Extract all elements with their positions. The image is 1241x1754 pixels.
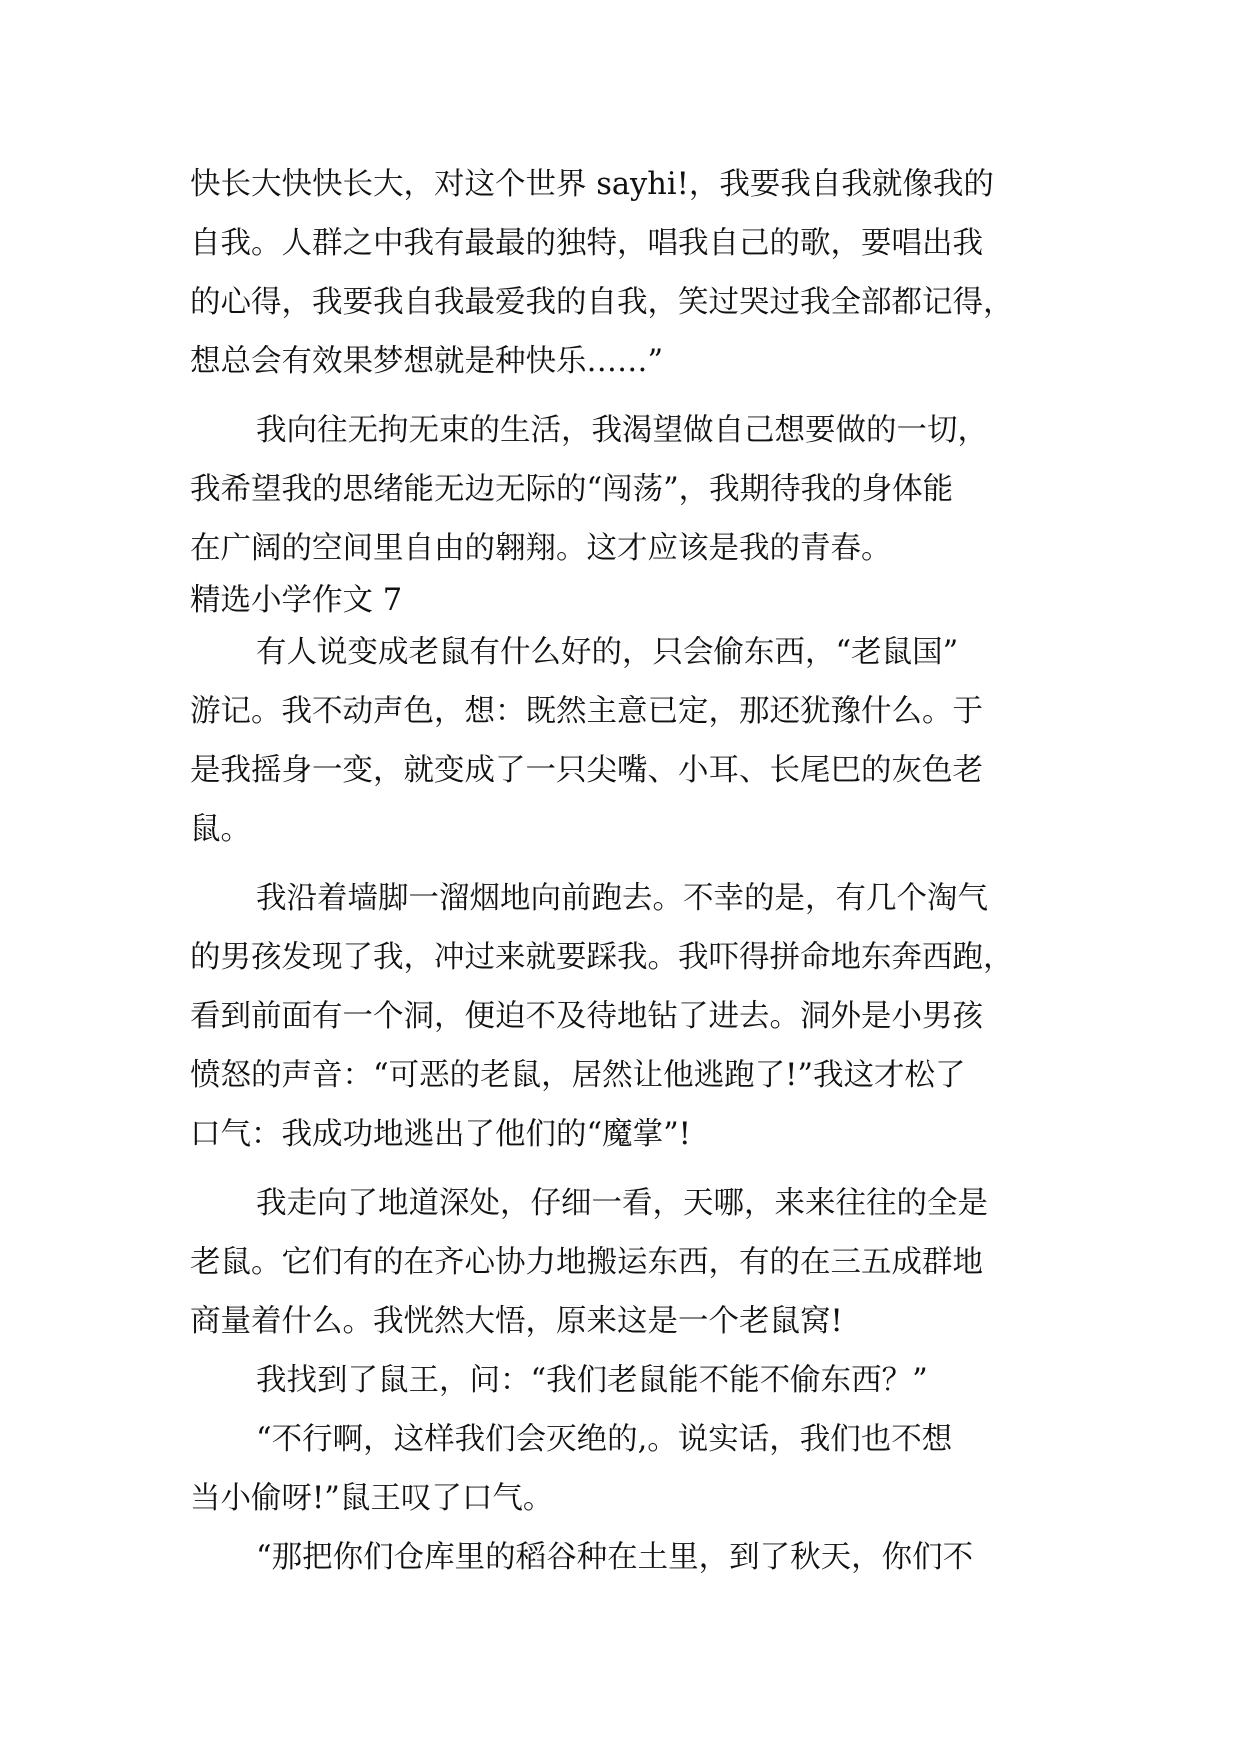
text-line: 快长大快快长大，对这个世界 sayhi!，我要我自我就像我的	[190, 167, 994, 202]
text-line: 当小偷呀!”鼠王叹了口气。	[190, 1481, 554, 1516]
text-line: “那把你们仓库里的稻谷种在土里，到了秋天，你们不	[256, 1540, 974, 1575]
paragraph-gap	[190, 859, 1050, 869]
paragraph	[190, 1528, 1050, 1587]
text-line: 我希望我的思绪能无边无际的“闯荡”，我期待我的身体能	[190, 472, 954, 507]
paragraph-gap	[190, 1164, 1050, 1174]
paragraph	[190, 401, 1050, 578]
text-line: “不行啊，这样我们会灭绝的,。说实话，我们也不想	[256, 1422, 953, 1457]
text-line: 游记。我不动声色，想：既然主意已定，那还犹豫什么。于	[190, 694, 983, 729]
text-line: 我走向了地道深处，仔细一看，天哪，来来往往的全是	[256, 1186, 988, 1221]
text-line: 想总会有效果梦想就是种快乐……”	[190, 344, 664, 379]
paragraph	[190, 623, 1050, 859]
text-line: 我沿着墙脚一溜烟地向前跑去。不幸的是，有几个淘气	[256, 881, 988, 916]
text-line: 我向往无拘无束的生活，我渴望做自己想要做的一切，	[256, 413, 988, 448]
paragraph	[190, 1351, 1050, 1410]
text-line: 在广阔的空间里自由的翱翔。这才应该是我的青春。	[190, 531, 892, 566]
text-line: 的男孩发现了我，冲过来就要踩我。我吓得拼命地东奔西跑，	[190, 940, 1014, 975]
text-line: 有人说变成老鼠有什么好的，只会偷东西，“老鼠国”	[256, 635, 959, 670]
text-line: 鼠。	[190, 812, 251, 847]
document-body	[190, 155, 1050, 1587]
text-line: 自我。人群之中我有最最的独特，唱我自己的歌，要唱出我	[190, 226, 983, 261]
section-heading	[190, 579, 1050, 623]
text-line: 商量着什么。我恍然大悟，原来这是一个老鼠窝!	[190, 1304, 843, 1339]
text-line: 是我摇身一变，就变成了一只尖嘴、小耳、长尾巴的灰色老	[190, 753, 983, 788]
paragraph	[190, 155, 1050, 391]
paragraph-gap	[190, 391, 1050, 401]
text-line: 的心得，我要我自我最爱我的自我，笑过哭过我全部都记得，	[190, 285, 1014, 320]
text-line: 口气：我成功地逃出了他们的“魔掌”!	[190, 1117, 691, 1152]
text-line: 愤怒的声音：“可恶的老鼠，居然让他逃跑了!”我这才松了	[190, 1058, 966, 1093]
paragraph	[190, 869, 1050, 1164]
heading-text: 精选小学作文 7	[190, 583, 403, 618]
paragraph	[190, 1410, 1050, 1528]
paragraph	[190, 1174, 1050, 1351]
text-line: 老鼠。它们有的在齐心协力地搬运东西，有的在三五成群地	[190, 1245, 983, 1280]
text-line: 看到前面有一个洞，便迫不及待地钻了进去。洞外是小男孩	[190, 999, 983, 1034]
text-line: 我找到了鼠王，问：“我们老鼠能不能不偷东西？”	[256, 1363, 928, 1398]
